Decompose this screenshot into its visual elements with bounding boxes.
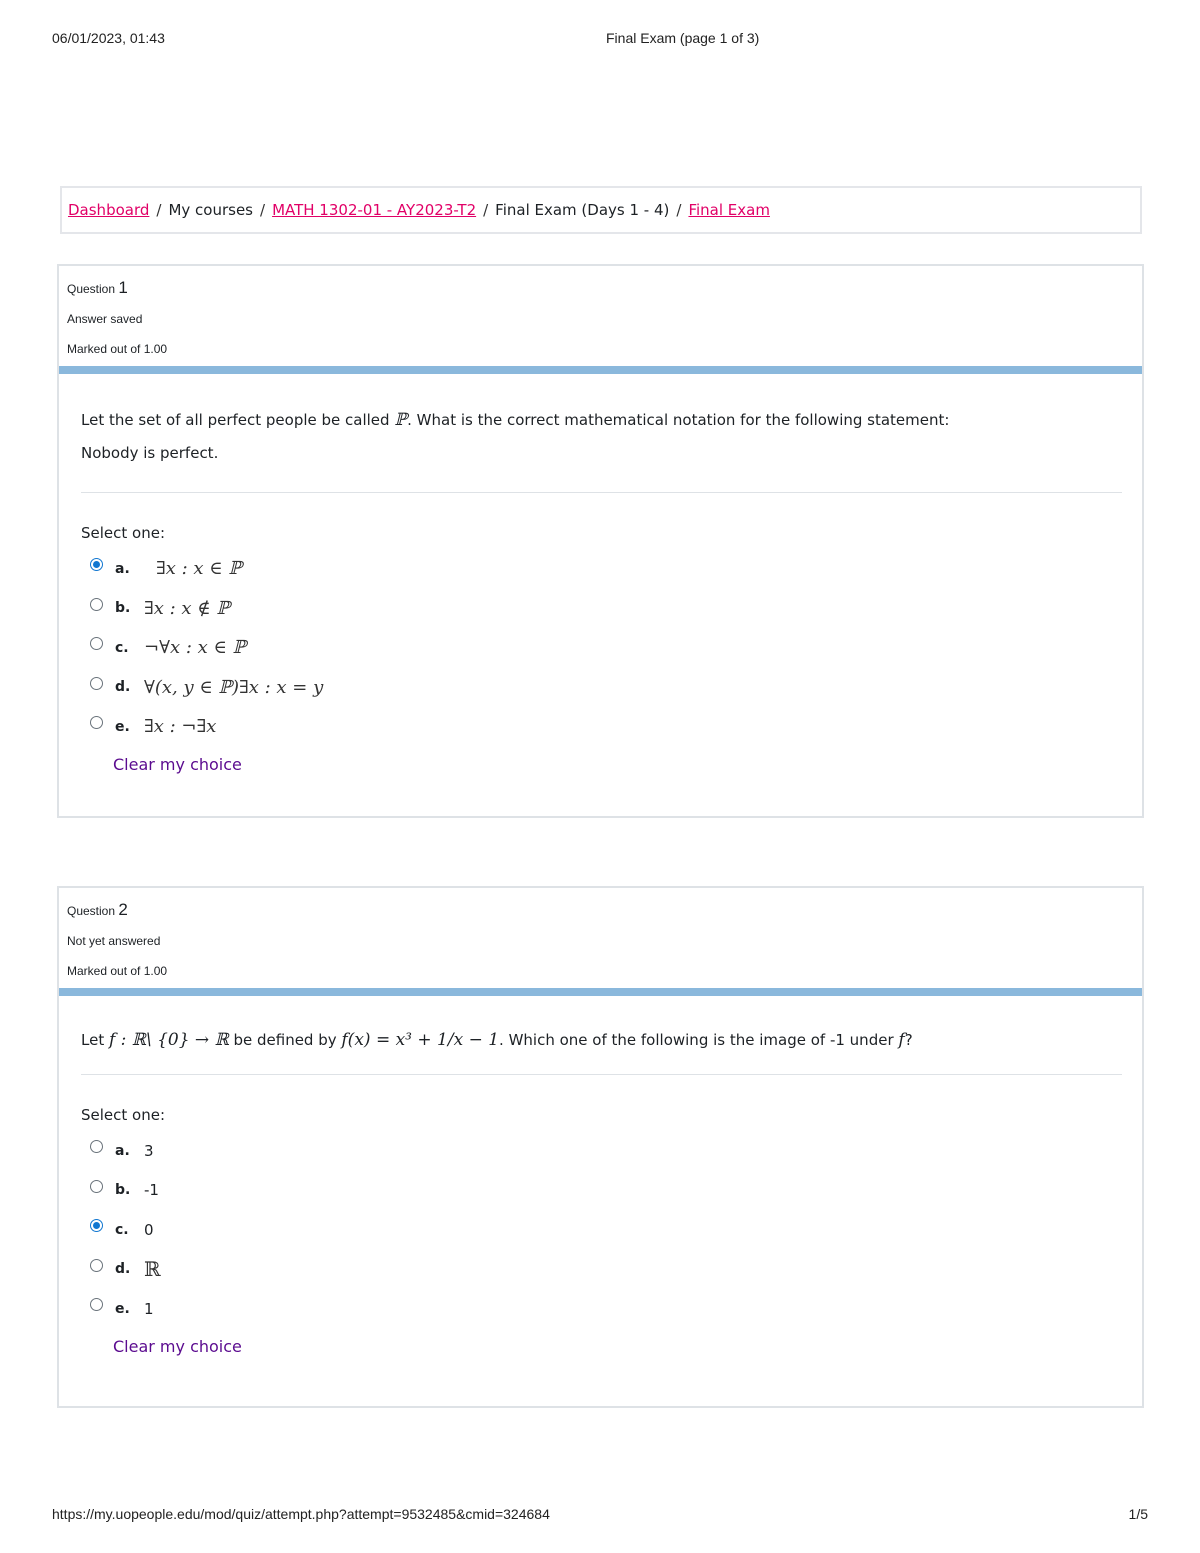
question-content [59,996,1142,1365]
math-expression: f : ℝ\ {0} → ℝ [108,1030,229,1050]
option-answer: 1 [144,1299,154,1318]
option-answer: ℝ [144,1257,161,1282]
option-letter: e. [115,718,130,735]
answer-option-c[interactable] [81,1210,1122,1250]
question-text-part: Let [81,1031,109,1049]
clear-choice-link[interactable]: Clear my choice [113,1336,242,1356]
option-answer: -1 [144,1181,159,1200]
breadcrumb-separator: / [676,201,682,219]
breadcrumb-dashboard-link[interactable]: Dashboard [68,201,150,219]
question-text-part: ? [904,1031,913,1049]
question-text [81,996,1122,1064]
question-label: Question [67,904,116,918]
radio-button[interactable] [90,1259,103,1272]
print-url: https://my.uopeople.edu/mod/quiz/attempt.php?attempt=9532485&cmid=324684 [52,1506,550,1522]
option-answer: ∃x : x ∈ ℙ [156,558,242,580]
question-marks: Marked out of 1.00 [67,342,168,356]
question-text-line2: Nobody is perfect. [81,444,219,462]
breadcrumb-section: Final Exam (Days 1 - 4) [495,201,670,219]
option-letter: c. [115,1221,129,1238]
question-info [59,266,1142,366]
question-card-2 [57,886,1144,1408]
clear-choice-link[interactable]: Clear my choice [113,754,242,774]
breadcrumb-course-link[interactable]: MATH 1302-01 - AY2023-T2 [272,201,477,219]
question-info [59,888,1142,988]
option-answer: ¬∀x : x ∈ ℙ [144,637,247,659]
question-content [59,374,1142,783]
question-card-1 [57,264,1144,818]
question-text-part: . Which one of the following is the image of -1 under [499,1031,899,1049]
option-letter: d. [115,1261,131,1278]
radio-button[interactable] [90,637,103,650]
radio-button-selected[interactable] [90,558,103,571]
answer-option-a[interactable] [81,1131,1122,1171]
option-letter: a. [115,560,130,577]
math-symbol: ℙ [394,410,408,430]
radio-button[interactable] [90,1140,103,1153]
answer-option-b[interactable] [81,1171,1122,1211]
option-answer: ∃x : x ∉ ℙ [144,597,230,619]
answer-option-d[interactable] [81,1250,1122,1290]
option-letter: b. [115,1182,131,1199]
select-prompt: Select one: [81,524,166,542]
question-number: 2 [118,900,128,919]
print-title: Final Exam (page 1 of 3) [606,30,760,46]
print-datetime: 06/01/2023, 01:43 [52,30,165,46]
option-answer: ∃x : ¬∃x [144,716,217,738]
option-letter: d. [115,679,131,696]
radio-button[interactable] [90,1298,103,1311]
answer-option-e[interactable] [81,1289,1122,1329]
radio-button[interactable] [90,1180,103,1193]
question-label: Question [67,282,116,296]
option-letter: b. [115,600,131,617]
option-letter: a. [115,1142,130,1159]
option-answer: ∀(x, y ∈ ℙ)∃x : x = y [144,676,324,698]
answer-option-e[interactable] [81,707,1122,747]
question-state: Answer saved [67,312,143,326]
option-answer: 3 [144,1141,154,1160]
breadcrumb-final-exam-link[interactable]: Final Exam [688,201,770,219]
question-number: 1 [118,278,128,297]
option-letter: c. [115,639,129,656]
breadcrumb-separator: / [483,201,489,219]
radio-button[interactable] [90,677,103,690]
question-text [81,374,1122,470]
question-state: Not yet answered [67,934,161,948]
select-prompt: Select one: [81,1106,166,1124]
option-answer: 0 [144,1220,154,1239]
question-divider-bar [59,366,1142,374]
question-marks: Marked out of 1.00 [67,964,168,978]
question-divider-bar [59,988,1142,996]
print-page-number: 1/5 [1128,1506,1148,1522]
question-text-part: . What is the correct mathematical notation for the following statement: [407,411,950,429]
answer-option-a[interactable] [81,549,1122,589]
answer-option-b[interactable] [81,589,1122,629]
question-text-part: Let the set of all perfect people be called [81,411,395,429]
math-expression: f(x) = x³ + 1/x − 1 [341,1030,500,1050]
option-letter: e. [115,1300,130,1317]
question-text-part: be defined by [228,1031,342,1049]
breadcrumb-my-courses: My courses [168,201,253,219]
answer-option-c[interactable] [81,628,1122,668]
print-header [52,30,1148,50]
breadcrumb-separator: / [156,201,162,219]
radio-button-selected[interactable] [90,1219,103,1232]
math-expression: f [898,1030,905,1050]
radio-button[interactable] [90,716,103,729]
breadcrumb-separator: / [260,201,266,219]
radio-button[interactable] [90,598,103,611]
answer-option-d[interactable] [81,668,1122,708]
breadcrumb [60,186,1142,234]
